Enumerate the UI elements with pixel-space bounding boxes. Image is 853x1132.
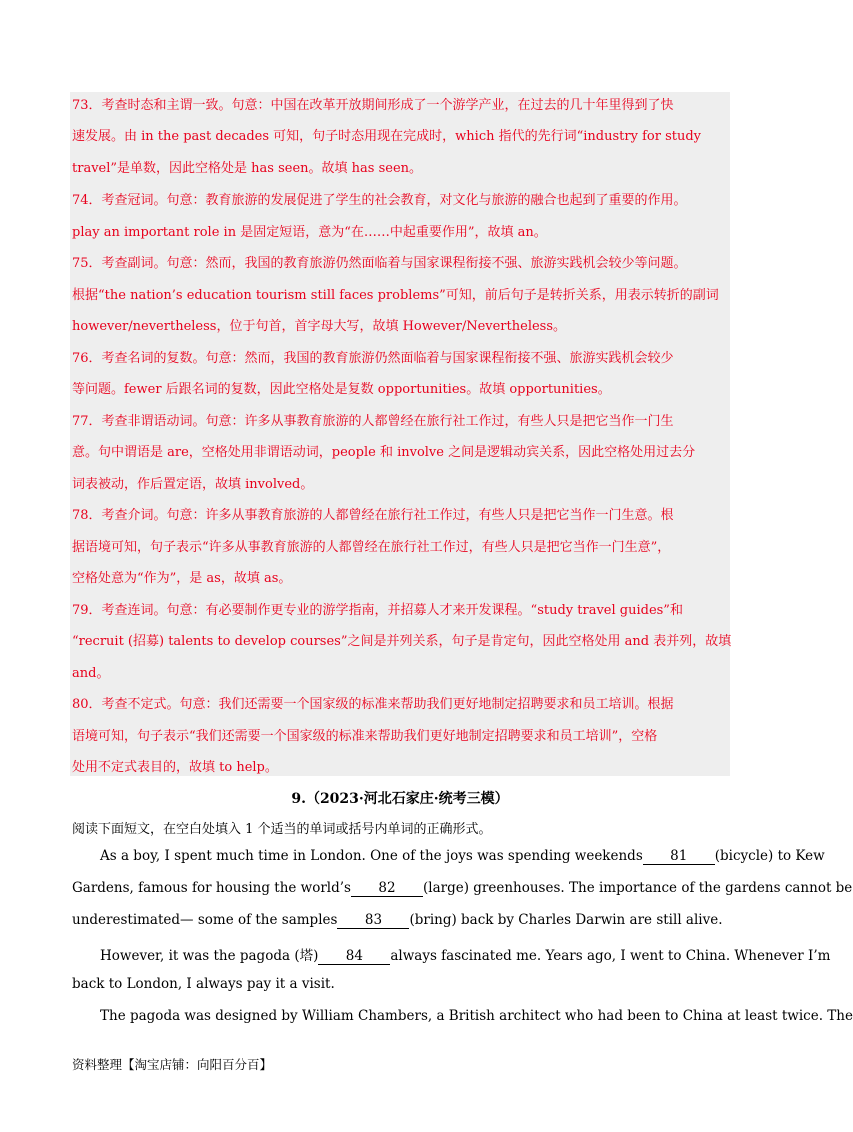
answer-line: 空格处意为“作为”，是 as，故填 as。	[72, 571, 292, 586]
section-title: 9.（2023·河北石家庄·统考三模）	[291, 791, 509, 807]
blank-82[interactable]: 82	[351, 881, 423, 897]
answer-line: 77．考查非谓语动词。句意：许多从事教育旅游的人都曾经在旅行社工作过，有些人只是把它当作一门生	[72, 414, 674, 429]
passage-line-2	[72, 880, 852, 897]
footer-source: 资料整理【淘宝店铺：向阳百分百】	[72, 1057, 273, 1072]
answer-line: 76．考查名词的复数。句意：然而，我国的教育旅游仍然面临着与国家课程衔接不强、旅游实践机会较少	[72, 351, 674, 366]
answer-line: and。	[72, 666, 110, 681]
passage-text: As a boy, I spent much time in London. One of the joys was spending weekends	[100, 848, 643, 864]
answer-line: 速发展。由 in the past decades 可知，句子时态用现在完成时，which 指代的先行词“industry for study	[72, 129, 702, 144]
passage-line-4	[100, 944, 830, 965]
answer-line: 78．考查介词。句意：许多从事教育旅游的人都曾经在旅行社工作过，有些人只是把它当作一门生意。根	[72, 508, 674, 523]
answer-line: 79．考查连词。句意：有必要制作更专业的游学指南，并招募人才来开发课程。“study travel guides”和	[72, 603, 683, 618]
answer-line: 75．考查副词。句意：然而，我国的教育旅游仍然面临着与国家课程衔接不强、旅游实践机会较少等问题。	[72, 256, 687, 271]
answer-line: 74．考查冠词。句意：教育旅游的发展促进了学生的社会教育，对文化与旅游的融合也起到了重要的作用。	[72, 193, 687, 208]
instruction-text: 阅读下面短文，在空白处填入 1 个适当的单词或括号内单词的正确形式。	[72, 822, 492, 837]
passage-text: underestimated— some of the samples	[72, 912, 338, 928]
answer-line: 80．考查不定式。句意：我们还需要一个国家级的标准来帮助我们更好地制定招聘要求和员工培训。根据	[72, 697, 674, 712]
passage-line-1	[100, 848, 825, 865]
answer-line: 根据“the nation’s education tourism still faces problems”可知，前后句子是转折关系，用表示转折的副词	[72, 288, 719, 303]
passage-text: (large) greenhouses. The importance of the gardens cannot be	[423, 880, 853, 896]
answer-line: 处用不定式表目的，故填 to help。	[72, 760, 278, 775]
answer-line: 73．考查时态和主谓一致。句意：中国在改革开放期间形成了一个游学产业，在过去的几十年里得到了快	[72, 98, 674, 113]
answer-line: 词表被动，作后置定语，故填 involved。	[72, 477, 314, 492]
answer-line: play an important role in 是固定短语，意为“在……中起重要作用”，故填 an。	[72, 225, 547, 240]
passage-text: (bicycle) to Kew	[714, 848, 825, 864]
blank-83[interactable]: 83	[337, 913, 409, 929]
answer-line: 语境可知，句子表示“我们还需要一个国家级的标准来帮助我们更好地制定招聘要求和员工培训”，空格	[72, 729, 658, 744]
passage-line-5: back to London, I always pay it a visit.	[72, 976, 335, 992]
answer-line: 意。句中谓语是 are，空格处用非谓语动词，people 和 involve 之间是逻辑动宾关系，因此空格处用过去分	[72, 445, 696, 460]
passage-text: (bring) back by Charles Darwin are still alive.	[409, 912, 723, 928]
blank-81[interactable]: 81	[643, 849, 715, 865]
passage-line-6: The pagoda was designed by William Chambers, a British architect who had been to China at least twice. The	[100, 1008, 853, 1024]
answer-line: travel”是单数，因此空格处是 has seen。故填 has seen。	[72, 161, 423, 176]
answer-line: “recruit (招募) talents to develop courses”之间是并列关系，句子是肯定句，因此空格处用 and 表并列，故填	[72, 634, 732, 649]
answer-line: 等问题。fewer 后跟名词的复数，因此空格处是复数 opportunities。故填 opportunities。	[72, 382, 611, 397]
blank-84[interactable]: 84	[318, 949, 390, 965]
passage-text: However, it was the pagoda (塔)	[100, 948, 319, 964]
passage-line-3	[72, 912, 723, 929]
passage-text: Gardens, famous for housing the world’s	[72, 880, 351, 896]
answer-line: 据语境可知，句子表示“许多从事教育旅游的人都曾经在旅行社工作过，有些人只是把它当作一门生意”，	[72, 540, 671, 555]
answer-line: however/nevertheless，位于句首，首字母大写，故填 However/Nevertheless。	[72, 319, 567, 334]
passage-text: always fascinated me. Years ago, I went to China. Whenever I’m	[390, 948, 831, 964]
